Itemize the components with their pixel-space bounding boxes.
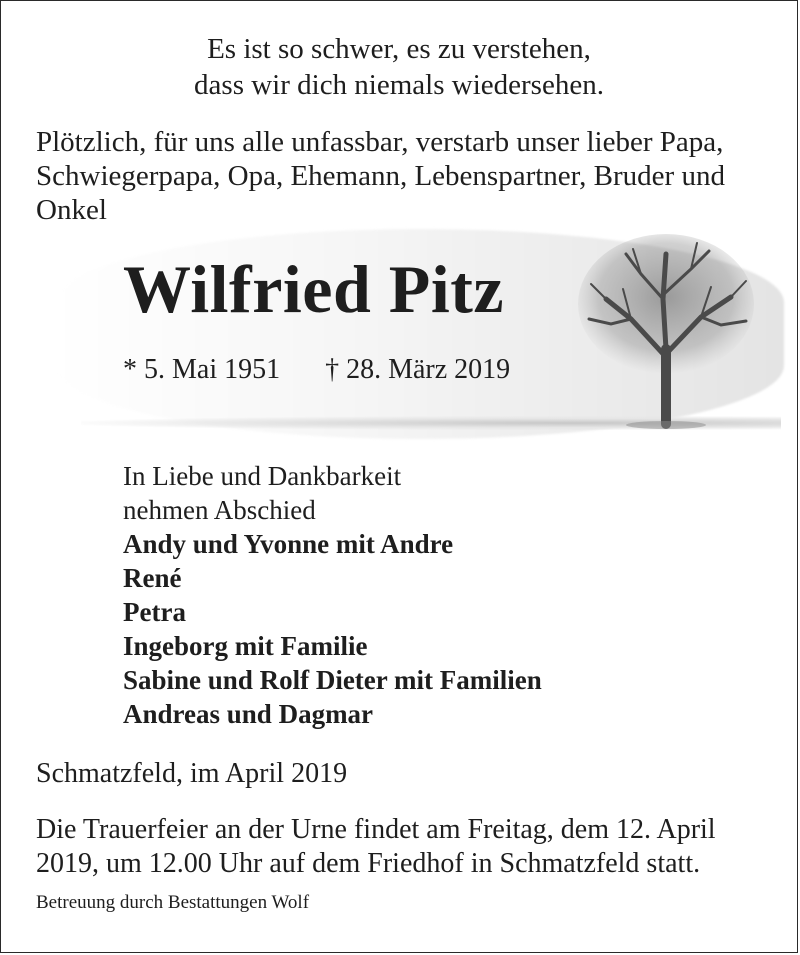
funeral-notice: Die Trauerfeier an der Urne findet am Freitag, dem 12. April 2019, um 12.00 Uhr auf dem Friedhof in Schmatzfeld statt.	[36, 814, 716, 879]
verse-line-1: Es ist so schwer, es zu verstehen,	[207, 33, 591, 65]
farewell-line-1: In Liebe und Dankbarkeit	[123, 461, 402, 491]
birth-date: * 5. Mai 1951	[123, 354, 281, 385]
mourner-entry: René	[123, 563, 182, 593]
mourners-list	[123, 459, 542, 731]
mourner-entry: Sabine und Rolf Dieter mit Familien	[123, 665, 542, 695]
mourner-entry: Ingeborg mit Familie	[123, 631, 368, 661]
mourner-entry: Andy und Yvonne mit Andre	[123, 529, 454, 559]
mourner-entry: Petra	[123, 597, 186, 627]
place-and-date: Schmatzfeld, im April 2019	[36, 758, 348, 789]
undertaker-credit: Betreuung durch Bestattungen Wolf	[36, 892, 310, 913]
farewell-line-2: nehmen Abschied	[123, 495, 316, 525]
death-date: † 28. März 2019	[325, 354, 511, 385]
verse-line-2: dass wir dich niemals wiedersehen.	[194, 69, 604, 101]
mourner-entry: Andreas und Dagmar	[123, 699, 374, 729]
memorial-verse	[1, 31, 797, 103]
deceased-name: Wilfried Pitz	[123, 251, 505, 327]
intro-text: Plötzlich, für uns alle unfassbar, verstarb unser lieber Papa, Schwiegerpapa, Opa, Ehemann, Lebenspartner, Bruder und Onkel	[36, 126, 725, 226]
life-dates	[123, 353, 510, 387]
tree-icon	[571, 229, 761, 429]
